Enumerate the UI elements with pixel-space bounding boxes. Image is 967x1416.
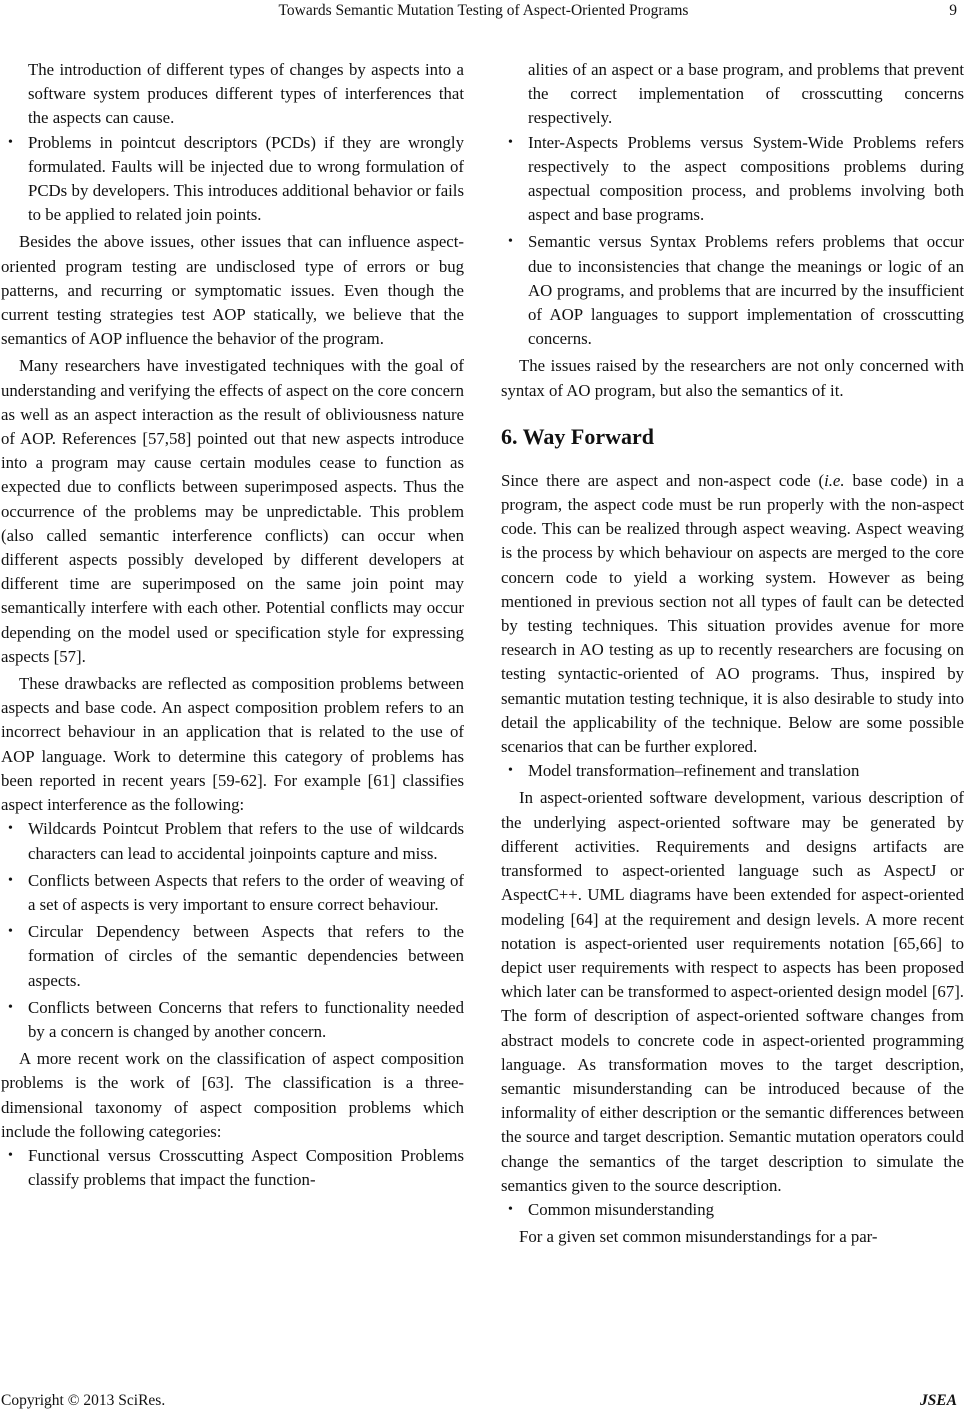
- bullet-list: [501, 1198, 964, 1222]
- paragraph: Many researchers have investigated techniques with the goal of understanding and verifying the effects of aspect on the core concern as well as an aspect interaction as the result of obliviousness nature of AOP. References [57,58] pointed out that new aspects introduce into a program may cause certain modules cease to function as expected due to conflicts between superimposed aspects. Thus the occurrence of the problems may be unpredictable. This problem (also called semantic interference conflicts) can occur when different aspects possibly developed by different developers at different time are superimposed on the same join point may semantically interfere with each other. Potential conflicts may occur depending on the model used or specification style for expressing aspects [57].: [1, 356, 464, 666]
- bullet-icon: •: [8, 1147, 13, 1163]
- list-item: • Problems in pointcut descriptors (PCDs) if they are wrongly formulated. Faults will be injected due to wrong formulation of PCDs by developers. This introduces additional behavior or fails to be applied to related join points.: [8, 132, 464, 225]
- paragraph: In aspect-oriented software development, various description of the underlying aspect-oriented software may be generated by different activities. Requirements and designs artifacts are transformed to aspect-oriented language such as AspectJ or AspectC++. UML diagrams have been extended for aspect-oriented modeling [64] at the requirement and design levels. A more recent notation is aspect-oriented user requirements notation [65,66] to depict user requirements with respect to aspects has been proposed which later can be transformed to aspect-oriented design model [67]. The form of description of aspect-oriented software changes from abstract models to concrete code in aspect-oriented programming language. As transformation moves to the target description, semantic misunderstanding can be introduced because of the informality of either description or the semantic differences between the source and target description. Semantic mutation operators could change the semantics of the target description to simulate the semantics given to the source description.: [501, 788, 964, 1195]
- list-item: • Inter-Aspects Problems versus System-Wide Problems refers respectively to the aspect compositions problems during aspectual composition process, and problems involving both aspect and base programs.: [508, 132, 964, 225]
- list-item: • Conflicts between Aspects that refers to the order of weaving of a set of aspects is very important to ensure correct behaviour.: [8, 870, 464, 914]
- bullet-list: [501, 759, 964, 783]
- page-number: 9: [949, 2, 957, 19]
- list-item: • Common misunderstanding: [501, 1198, 964, 1222]
- bullet-icon: •: [508, 1201, 513, 1217]
- bullet-icon: •: [8, 134, 13, 150]
- bullet-list: [501, 131, 964, 352]
- paragraph: alities of an aspect or a base program, and problems that prevent the correct implementation of crosscutting concerns respectively.: [528, 60, 964, 128]
- bullet-list: [1, 817, 464, 1044]
- bullet-icon: •: [508, 134, 513, 150]
- list-item: • Wildcards Pointcut Problem that refers to the use of wildcards characters can lead to accidental joinpoints capture and miss.: [8, 819, 464, 863]
- bullet-icon: •: [508, 234, 513, 250]
- journal-name: JSEA: [919, 1392, 957, 1409]
- bullet-icon: •: [8, 821, 13, 837]
- bullet-list: [1, 1144, 464, 1192]
- section-heading: 6. Way Forward: [501, 423, 654, 449]
- list-item: • Model transformation–refinement and translation: [501, 759, 964, 783]
- paragraph: Since there are aspect and non-aspect code (i.e. base code) in a program, the aspect code must be run properly with the non-aspect code. This can be realized through aspect weaving. Aspect weaving is the process by which behaviour on aspects are merged to the core concern code to yield a working system. However as being mentioned in previous section not all types of fault can be detected by testing techniques. This situation provides avenue for more research in AO testing as up to recently researchers are focusing on testing syntactic-oriented of AO programs. Thus, inspired by semantic mutation testing technique, it is also desirable to study into detail the applicability of the technique. Below are some possible scenarios that can be further explored.: [501, 470, 964, 757]
- paragraph: For a given set common misunderstandings for a par-: [519, 1227, 878, 1247]
- list-item: • Conflicts between Concerns that refers to functionality needed by a concern is changed by another concern.: [8, 997, 464, 1041]
- left-column: [1, 58, 464, 1195]
- list-item: • Semantic versus Syntax Problems refers problems that occur due to inconsistencies that change the meanings or logic of an AO programs, and problems that are incurred by the insufficient of AOP languages to support implementation of crosscutting concerns.: [508, 232, 964, 349]
- bullet-icon: •: [8, 999, 13, 1015]
- paragraph: These drawbacks are reflected as composition problems between aspects and base code. An aspect composition problem refers to an incorrect behaviour in an application that is related to the use of AOP language. Work to determine this category of problems has been reported in recent years [59-62]. For example [61] classifies aspect interference as the following:: [1, 674, 464, 815]
- paragraph: Besides the above issues, other issues that can influence aspect-oriented program testing are undisclosed type of errors or bug patterns, and recurring or symptomatic issues. Even though the current testing strategies test AOP statically, we believe that the semantics of AOP influence the behavior of the program.: [1, 232, 464, 349]
- running-title: Towards Semantic Mutation Testing of Aspect-Oriented Programs: [278, 2, 689, 19]
- bullet-icon: •: [508, 763, 513, 779]
- list-item: • Circular Dependency between Aspects that refers to the formation of circles of the semantic dependencies between aspects.: [8, 922, 464, 990]
- paragraph: The issues raised by the researchers are not only concerned with syntax of AO program, but also the semantics of it.: [501, 356, 964, 400]
- paragraph: The introduction of different types of changes by aspects into a software system produces different types of interferences that the aspects can cause.: [28, 60, 464, 128]
- bullet-list: [1, 131, 464, 228]
- right-column: [501, 58, 964, 1249]
- list-item: • Functional versus Crosscutting Aspect Composition Problems classify problems that impact the function-: [8, 1145, 464, 1190]
- bullet-icon: •: [8, 872, 13, 888]
- paragraph: A more recent work on the classification of aspect composition problems is the work of [63]. The classification is a three-dimensional taxonomy of aspect composition problems which include the following categories:: [1, 1049, 464, 1141]
- copyright-notice: Copyright © 2013 SciRes.: [1, 1392, 166, 1409]
- bullet-icon: •: [8, 924, 13, 940]
